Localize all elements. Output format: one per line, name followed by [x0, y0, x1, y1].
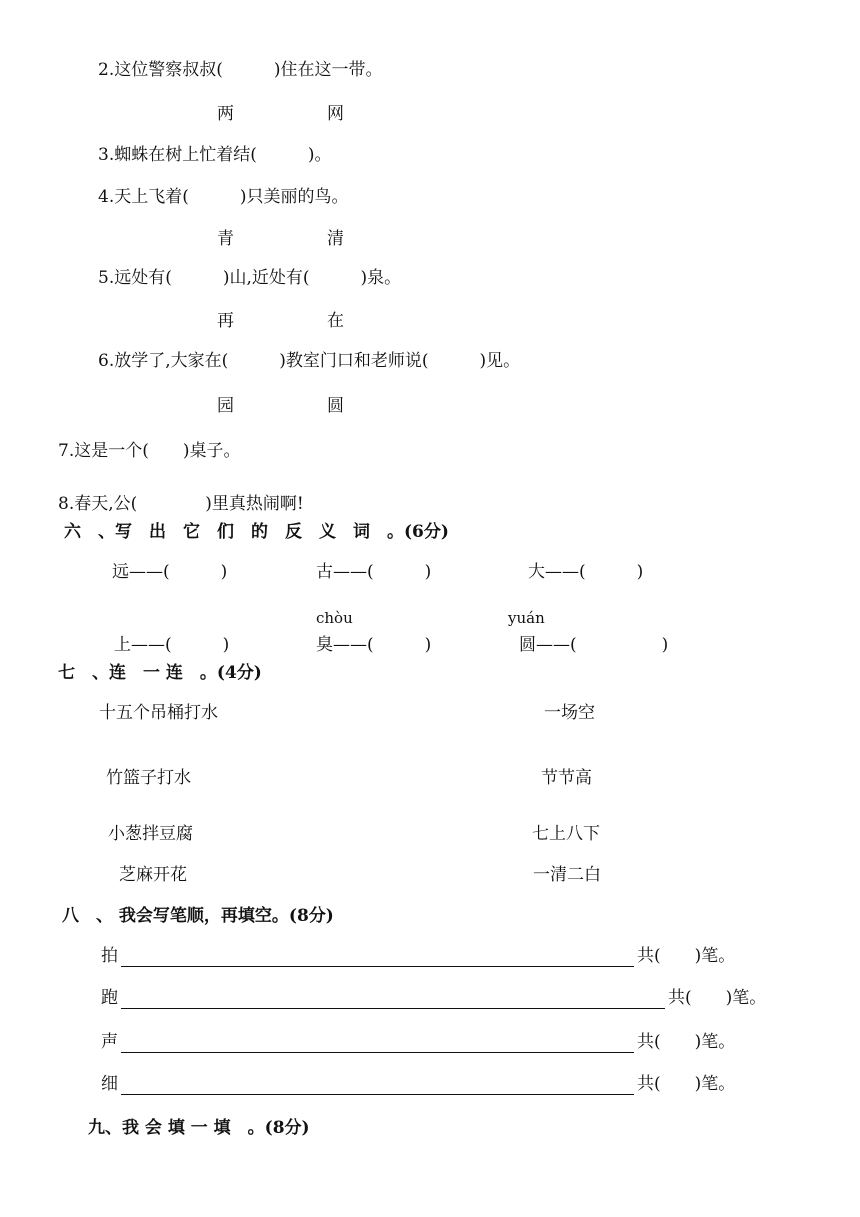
choice-a: 园: [217, 396, 234, 416]
stroke-char: 拍: [101, 946, 118, 966]
section-8-heading: 八 、 我会写笔顺，再填空。(8分): [62, 906, 334, 926]
question-5: 5.远处有( )山,近处有( )泉。: [98, 268, 402, 288]
antonym-item: 上——( ): [114, 635, 230, 655]
writing-line[interactable]: [121, 1094, 634, 1095]
section-6-heading: 六 、写 出 它 们 的 反 义 词 。(6分): [64, 522, 449, 542]
match-right-item: 一场空: [544, 703, 595, 723]
question-6: 6.放学了,大家在( )教室门口和老师说( )见。: [98, 351, 521, 371]
antonym-item: 远——( ): [112, 562, 228, 582]
stroke-count: 共( )笔。: [637, 1032, 736, 1052]
match-left-item: 十五个吊桶打水: [99, 703, 218, 723]
pinyin-annotation: chòu: [316, 609, 353, 627]
match-left-item: 小葱拌豆腐: [108, 824, 193, 844]
question-3: 3.蜘蛛在树上忙着结( )。: [98, 145, 332, 165]
antonym-item: 大——( ): [528, 562, 644, 582]
stroke-count: 共( )笔。: [637, 1074, 736, 1094]
writing-line[interactable]: [121, 966, 634, 967]
pinyin-annotation: yuán: [508, 609, 545, 627]
choice-b: 在: [327, 311, 344, 331]
stroke-char: 声: [101, 1032, 118, 1052]
match-left-item: 芝麻开花: [119, 865, 187, 885]
antonym-item: 臭——( ): [316, 635, 432, 655]
match-right-item: 一清二白: [533, 865, 601, 885]
choice-b: 清: [327, 229, 344, 249]
question-2: 2.这位警察叔叔( )住在这一带。: [98, 60, 383, 80]
stroke-char: 细: [101, 1074, 118, 1094]
stroke-count: 共( )笔。: [637, 946, 736, 966]
section-7-heading: 七 、连 一 连 。(4分): [58, 663, 262, 683]
choice-b: 网: [327, 104, 344, 124]
match-left-item: 竹篮子打水: [106, 768, 191, 788]
antonym-item: 古——( ): [316, 562, 432, 582]
question-7: 7.这是一个( )桌子。: [58, 441, 241, 461]
stroke-count: 共( )笔。: [668, 988, 767, 1008]
match-right-item: 节节高: [541, 768, 592, 788]
choice-a: 青: [217, 229, 234, 249]
antonym-item: 圆——( ): [519, 635, 669, 655]
choice-a: 两: [217, 104, 234, 124]
writing-line[interactable]: [121, 1052, 634, 1053]
question-4: 4.天上飞着( )只美丽的鸟。: [98, 187, 349, 207]
section-9-heading: 九、我 会 填 一 填 。(8分): [88, 1118, 310, 1138]
choice-b: 圆: [327, 396, 344, 416]
writing-line[interactable]: [121, 1008, 665, 1009]
stroke-char: 跑: [101, 988, 118, 1008]
match-right-item: 七上八下: [532, 824, 600, 844]
choice-a: 再: [217, 311, 234, 331]
question-8: 8.春天,公( )里真热闹啊!: [58, 494, 304, 514]
